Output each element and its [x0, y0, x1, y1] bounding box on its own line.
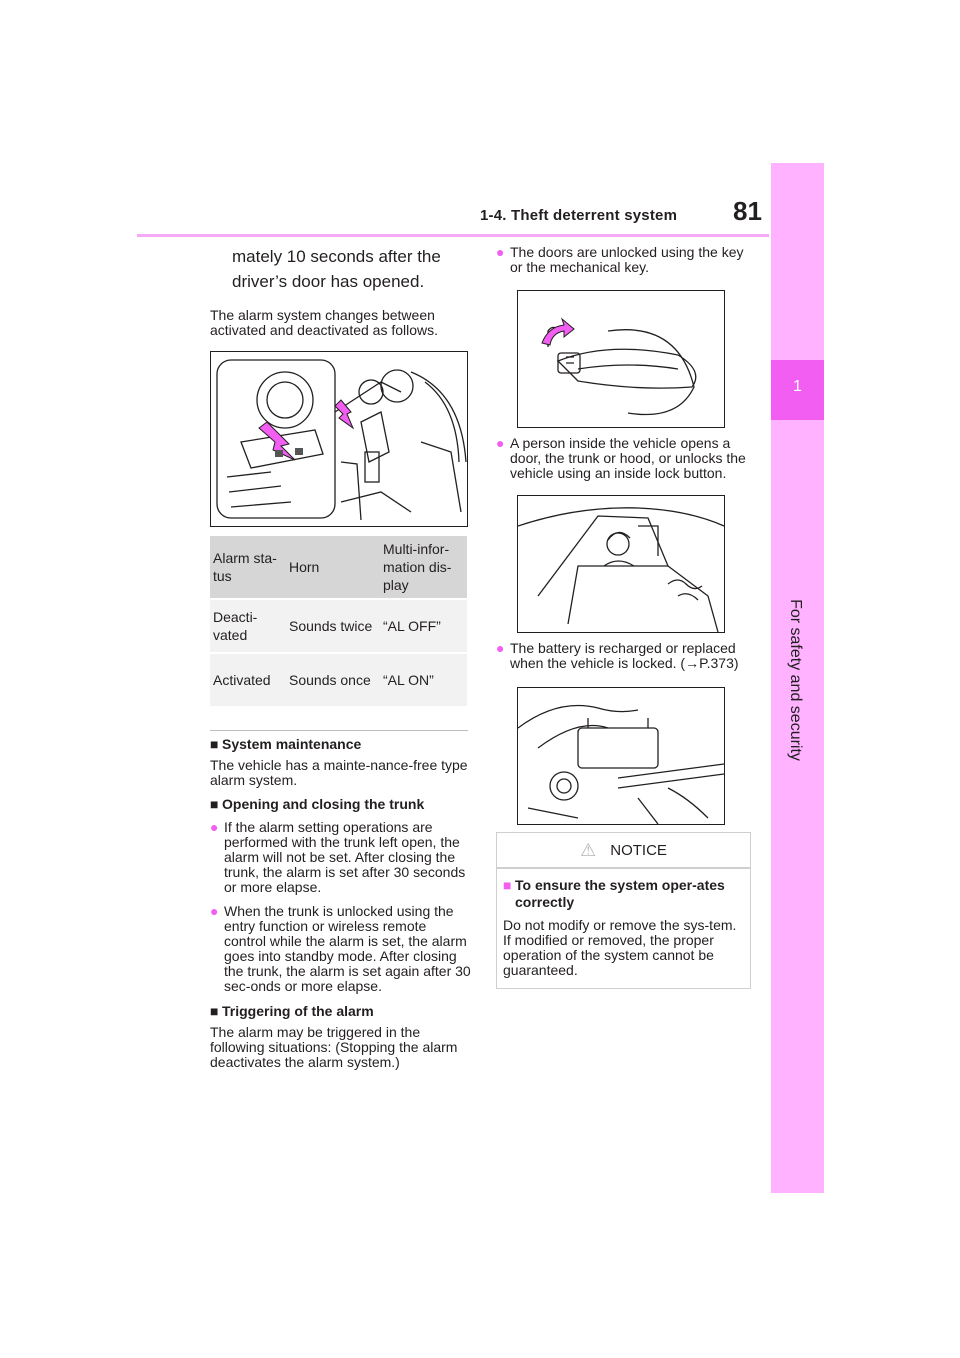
person-in-car-figure: [517, 495, 725, 633]
list-item: [496, 436, 758, 481]
list-item: [210, 904, 472, 994]
console-lock-figure: [210, 351, 468, 527]
bullet-text: If the alarm setting operations are performed with the trunk left open, the alarm will not be set. After closing the trunk, the alarm is set after 30 seconds or more elapse.: [224, 819, 466, 895]
notice-text: Do not modify or remove the sys-tem. If modified or removed, the proper operation of the system cannot be guaranteed.: [503, 917, 737, 978]
table-header-cell: Horn: [286, 536, 380, 599]
notice-box: [496, 832, 751, 989]
console-lock-illustration: [211, 352, 467, 526]
bullet-text: The doors are unlocked using the key or the mechanical key.: [510, 244, 744, 275]
left-column: [210, 240, 472, 1070]
page-number: 81: [733, 196, 762, 226]
alarm-status-table: [210, 536, 467, 706]
heading-text: To ensure the system oper-ates correctly: [515, 877, 725, 910]
table-cell: “AL OFF”: [380, 599, 467, 653]
arrow-right-icon: →: [685, 655, 700, 671]
table-row: [210, 653, 467, 706]
warning-icon: ⚠: [580, 839, 597, 860]
list-item: [496, 245, 758, 275]
section-title: 1-4. Theft deterrent system: [480, 207, 678, 224]
bullet-text-end: ): [733, 655, 739, 671]
table-header-cell: Multi-infor-mation dis-play: [380, 536, 467, 599]
circle-bullet-icon: ●: [210, 903, 219, 919]
circle-bullet-icon: ●: [496, 640, 505, 656]
table-header-cell: Alarm sta-tus: [210, 536, 286, 599]
square-bullet-icon: ■: [210, 1003, 219, 1019]
battery-figure: [517, 687, 725, 825]
notice-header: [497, 833, 750, 869]
square-bullet-icon: ■: [210, 736, 219, 752]
heading-text: Triggering of the alarm: [222, 1003, 374, 1019]
right-column: [496, 240, 758, 989]
battery-illustration: [518, 688, 724, 824]
section-divider: [210, 730, 468, 731]
chapter-title: For safety and security: [787, 599, 804, 761]
continuation-text: mately 10 seconds after the driver’s door has opened.: [232, 247, 441, 291]
page-reference-link[interactable]: P.373: [699, 655, 734, 671]
trigger-heading: [210, 1003, 472, 1020]
notice-body: [497, 869, 750, 988]
trunk-heading: [210, 796, 472, 813]
circle-bullet-icon: ●: [496, 244, 505, 260]
bullet-text: [510, 641, 758, 671]
trigger-text: The alarm may be triggered in the following situations: (Stopping the alarm deactivates the alarm system.): [210, 1024, 458, 1070]
table-header-row: [210, 536, 467, 599]
table-cell: Deacti-vated: [210, 599, 286, 653]
list-item: [496, 641, 758, 671]
door-handle-illustration: [518, 291, 724, 427]
heading-text: System maintenance: [222, 736, 362, 752]
table-cell: “AL ON”: [380, 653, 467, 706]
square-bullet-icon: ■: [210, 796, 219, 812]
notice-title: NOTICE: [610, 841, 667, 859]
table-row: [210, 599, 467, 653]
circle-bullet-icon: ●: [210, 819, 219, 835]
chapter-number: 1: [793, 378, 802, 395]
header-rule: [137, 234, 769, 237]
maintenance-text: The vehicle has a mainte-nance-free type alarm system.: [210, 757, 468, 788]
table-cell: Activated: [210, 653, 286, 706]
person-in-car-illustration: [518, 496, 724, 632]
circle-bullet-icon: ●: [496, 435, 505, 451]
bullet-text: When the trunk is unlocked using the entry function or wireless remote control while the alarm is set, the alarm goes into standby mode. After closing the trunk, the alarm is set again after 30 sec-onds or more elapse.: [224, 903, 471, 994]
square-bullet-icon: ■: [503, 877, 512, 893]
bullet-text: A person inside the vehicle opens a door, the trunk or hood, or unlocks the vehicle using an inside lock button.: [510, 435, 746, 481]
table-cell: Sounds twice: [286, 599, 380, 653]
intro-text: The alarm system changes between activated and deactivated as follows.: [210, 307, 439, 338]
list-item: [210, 820, 472, 895]
door-handle-figure: [517, 290, 725, 428]
heading-text: Opening and closing the trunk: [222, 796, 425, 812]
bullet-text-main: The battery is recharged or replaced when the vehicle is locked. (: [510, 640, 736, 671]
table-cell: Sounds once: [286, 653, 380, 706]
notice-heading: [503, 877, 744, 911]
maintenance-heading: [210, 736, 472, 753]
